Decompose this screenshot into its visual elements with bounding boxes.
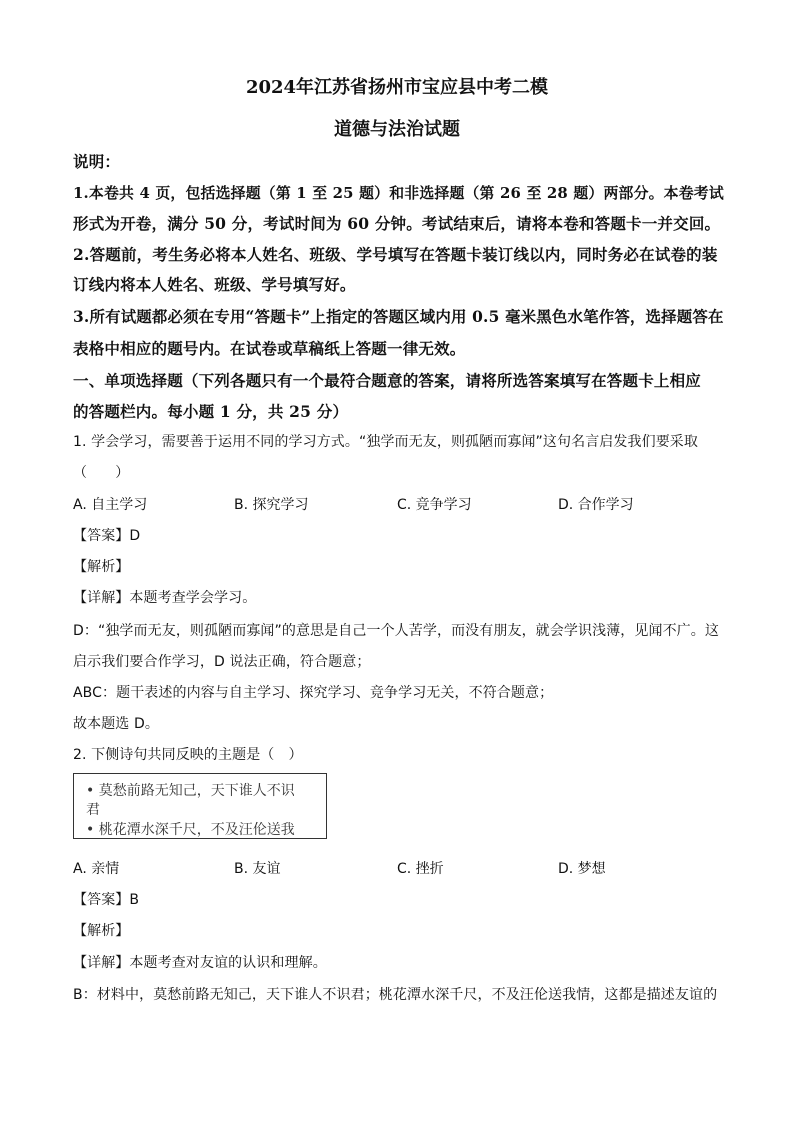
question-2-explanation: B：材料中，莫愁前路无知己，天下谁人不识君；桃花潭水深千尺，不及汪伦送我情，这都是描述友谊的	[73, 987, 718, 1003]
instruction-line: 3.所有试题都必须在专用“答题卡”上指定的答题区域内用 0.5 毫米黑色水笔作答，选择题答在	[73, 308, 724, 326]
instruction-line: 订线内将本人姓名、班级、学号填写好。	[73, 275, 356, 294]
instruction-line: 1.本卷共 4 页，包括选择题（第 1 至 25 题）和非选择题（第 26 至 28 题）两部分。本卷考试	[73, 184, 724, 202]
question-1-detail: 【详解】本题考查学会学习。	[73, 590, 257, 606]
question-2-detail: 【详解】本题考查对友谊的认识和理解。	[73, 955, 327, 971]
instruction-line: 表格中相应的题号内。在试卷或草稿纸上答题一律无效。	[73, 339, 466, 358]
question-1-conclusion: 故本题选 D。	[73, 716, 159, 732]
question-1-stem-paren: （ ）	[73, 465, 130, 481]
instruction-line: 形式为开卷，满分 50 分，考试时间为 60 分钟。考试结束后，请将本卷和答题卡一并交回。	[73, 214, 721, 233]
question-1-stem: 1. 学会学习，需要善于运用不同的学习方式。“独学而无友，则孤陋而寡闻”这句名言启发我们要采取	[73, 434, 699, 450]
question-2-option-d: D. 梦想	[558, 861, 606, 877]
question-1-explanation: 启示我们要合作学习，D 说法正确，符合题意；	[73, 654, 371, 670]
instruction-line: 2.答题前，考生务必将本人姓名、班级、学号填写在答题卡装订线以内，同时务必在试卷的装	[73, 245, 718, 264]
question-1-option-d: D. 合作学习	[558, 497, 634, 513]
instructions-heading: 说明：	[73, 152, 121, 171]
question-1-option-a: A. 自主学习	[73, 497, 148, 513]
poem-line: • 桃花潭水深千尺，不及汪伦送我	[86, 822, 295, 838]
question-2-option-c: C. 挫折	[397, 861, 444, 877]
question-1-explanation: ABC：题干表述的内容与自主学习、探究学习、竞争学习无关，不符合题意；	[73, 685, 554, 701]
question-1-answer: 【答案】D	[73, 528, 141, 544]
section-heading: 的答题栏内。每小题 1 分，共 25 分）	[73, 402, 349, 421]
question-2-option-b: B. 友谊	[234, 861, 281, 877]
section-heading: 一、单项选择题（下列各题只有一个最符合题意的答案，请将所选答案填写在答题卡上相应	[73, 371, 702, 390]
question-2-option-a: A. 亲情	[73, 861, 120, 877]
question-2-answer: 【答案】B	[73, 892, 140, 908]
exam-title: 2024年江苏省扬州市宝应县中考二模	[245, 77, 549, 98]
question-2-stem: 2. 下侧诗句共同反映的主题是（ ）	[73, 747, 303, 763]
exam-subtitle: 道德与法治试题	[334, 119, 460, 140]
poem-line: 君	[86, 802, 100, 818]
poem-box	[73, 773, 327, 839]
question-2-analysis: 【解析】	[73, 923, 130, 939]
question-1-option-c: C. 竞争学习	[397, 497, 472, 513]
question-1-explanation: D：“独学而无友，则孤陋而寡闻”的意思是自己一个人苦学，而没有朋友，就会学识浅薄，见闻不广。这	[73, 623, 719, 639]
question-1-analysis: 【解析】	[73, 559, 130, 575]
poem-line: • 莫愁前路无知己，天下谁人不识	[86, 783, 295, 799]
question-1-option-b: B. 探究学习	[234, 497, 309, 513]
